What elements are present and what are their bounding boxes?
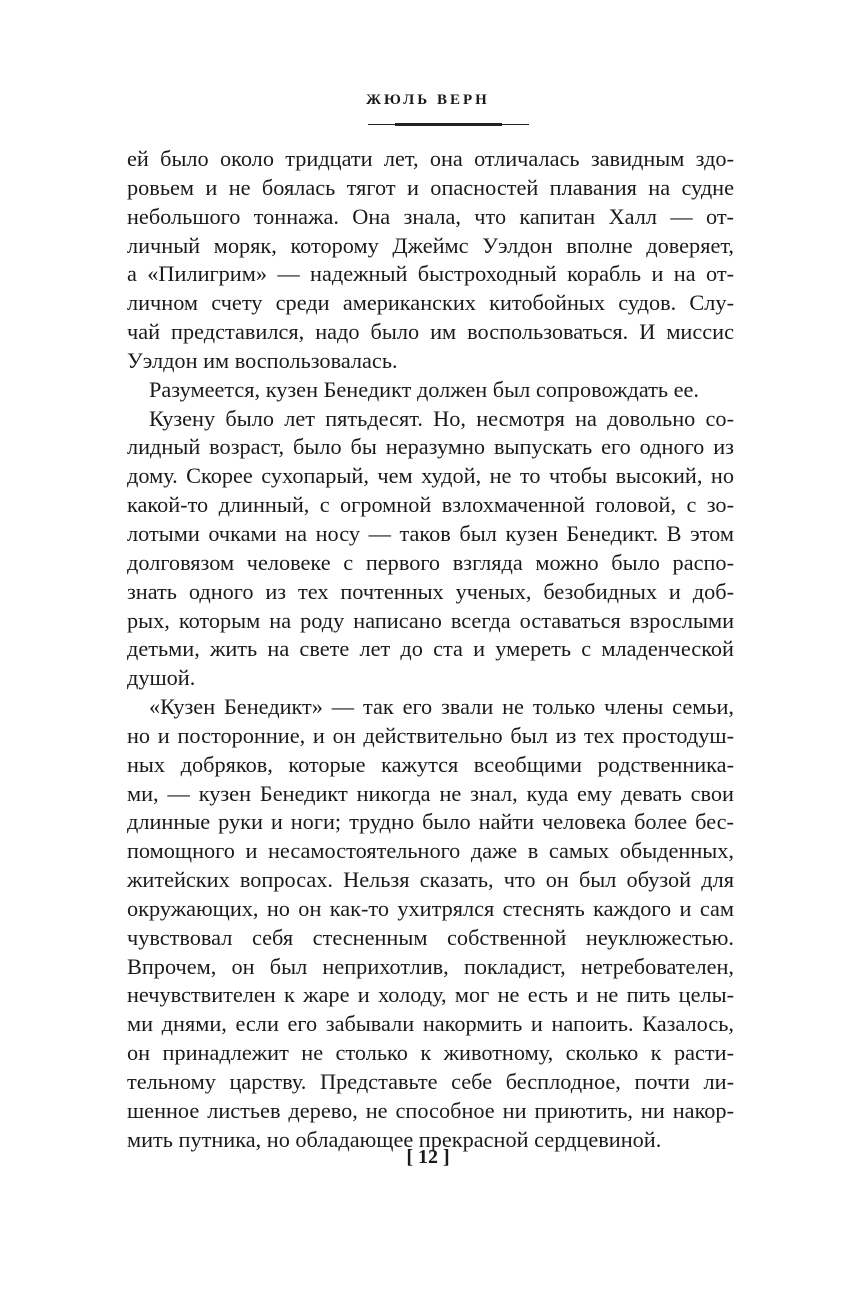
text-line: какой-то длинный, с огромной взлохмаченной головой, с зо- <box>127 492 734 518</box>
paragraph <box>127 405 734 693</box>
text-line: ми днями, если его забывали накормить и напоить. Казалось, <box>127 1011 734 1037</box>
text-line: длинные руки и ноги; трудно было найти человека более бес- <box>127 809 734 835</box>
text-line: дому. Скорее сухопарый, чем худой, не то чтобы высокий, но <box>127 463 734 489</box>
text-line: Разумеется, кузен Бенедикт должен был сопровождать ее. <box>149 376 699 402</box>
text-line: душой. <box>127 665 196 691</box>
text-line: шенное листьев дерево, не способное ни приютить, ни накор- <box>127 1097 734 1123</box>
text-line: Уэлдон им воспользовалась. <box>127 347 398 373</box>
text-line: личный моряк, которому Джеймс Уэлдон вполне доверяет, <box>127 232 734 258</box>
text-line: лотыми очками на носу — таков был кузен Бенедикт. В этом <box>127 520 734 546</box>
text-line: а «Пилигрим» — надежный быстроходный корабль и на от- <box>127 261 734 287</box>
text-line: небольшого тоннажа. Она знала, что капитан Халл — от- <box>127 203 734 229</box>
text-line: чай представился, надо было им воспользоваться. И миссис <box>127 319 734 345</box>
text-line: рых, которым на роду написано всегда оставаться взрослыми <box>127 607 734 633</box>
text-line: ных добряков, которые кажутся всеобщими родственника- <box>127 751 734 777</box>
text-line: помощного и несамостоятельного даже в самых обыденных, <box>127 838 734 864</box>
text-line: житейских вопросах. Нельзя сказать, что он был обузой для <box>127 867 734 893</box>
text-line: ми, — кузен Бенедикт никогда не знал, куда ему девать свои <box>127 780 734 806</box>
text-line: ей было около тридцати лет, она отличалась завидным здо- <box>127 146 734 171</box>
text-line: мить путника, но обладающее прекрасной сердцевиной. <box>127 1126 662 1152</box>
text-line: нечувствителен к жаре и холоду, мог не есть и не пить целы- <box>127 982 734 1008</box>
text-line: но и посторонние, и он действительно был из тех простодуш- <box>127 722 734 748</box>
page-body <box>127 145 734 1155</box>
paragraph <box>127 693 734 1155</box>
text-line: «Кузен Бенедикт» — так его звали не только члены семьи, <box>149 694 734 720</box>
text-line: окружающих, но он как-то ухитрялся стеснять каждого и сам <box>127 895 734 921</box>
text-line: лидный возраст, было бы неразумно выпускать его одного из <box>127 434 734 460</box>
text-line: чувствовал себя стесненным собственной неуклюжестью. <box>127 924 734 950</box>
text-line: личном счету среди американских китобойных судов. Слу- <box>127 290 734 316</box>
paragraph <box>127 376 734 405</box>
text-line: детьми, жить на свете лет до ста и умереть с младенческой <box>127 636 734 662</box>
text-line: он принадлежит не столько к животному, сколько к расти- <box>127 1040 734 1066</box>
text-line: Впрочем, он был неприхотлив, покладист, нетребователен, <box>127 953 734 979</box>
page-number: [ 12 ] <box>406 1146 450 1168</box>
text-line: тельному царству. Представьте себе бесплодное, почти ли- <box>127 1069 734 1094</box>
running-header: ЖЮЛЬ ВЕРН <box>366 92 490 108</box>
text-line: ровьем и не боялась тягот и опасностей плавания на судне <box>127 174 734 200</box>
header-rule-thick <box>395 123 502 126</box>
paragraph <box>127 145 734 376</box>
text-line: долговязом человеке с первого взгляда можно было распо- <box>127 549 734 575</box>
text-line: знать одного из тех почтенных ученых, безобидных и доб- <box>127 578 734 604</box>
text-line: Кузену было лет пятьдесят. Но, несмотря на довольно со- <box>149 405 734 431</box>
